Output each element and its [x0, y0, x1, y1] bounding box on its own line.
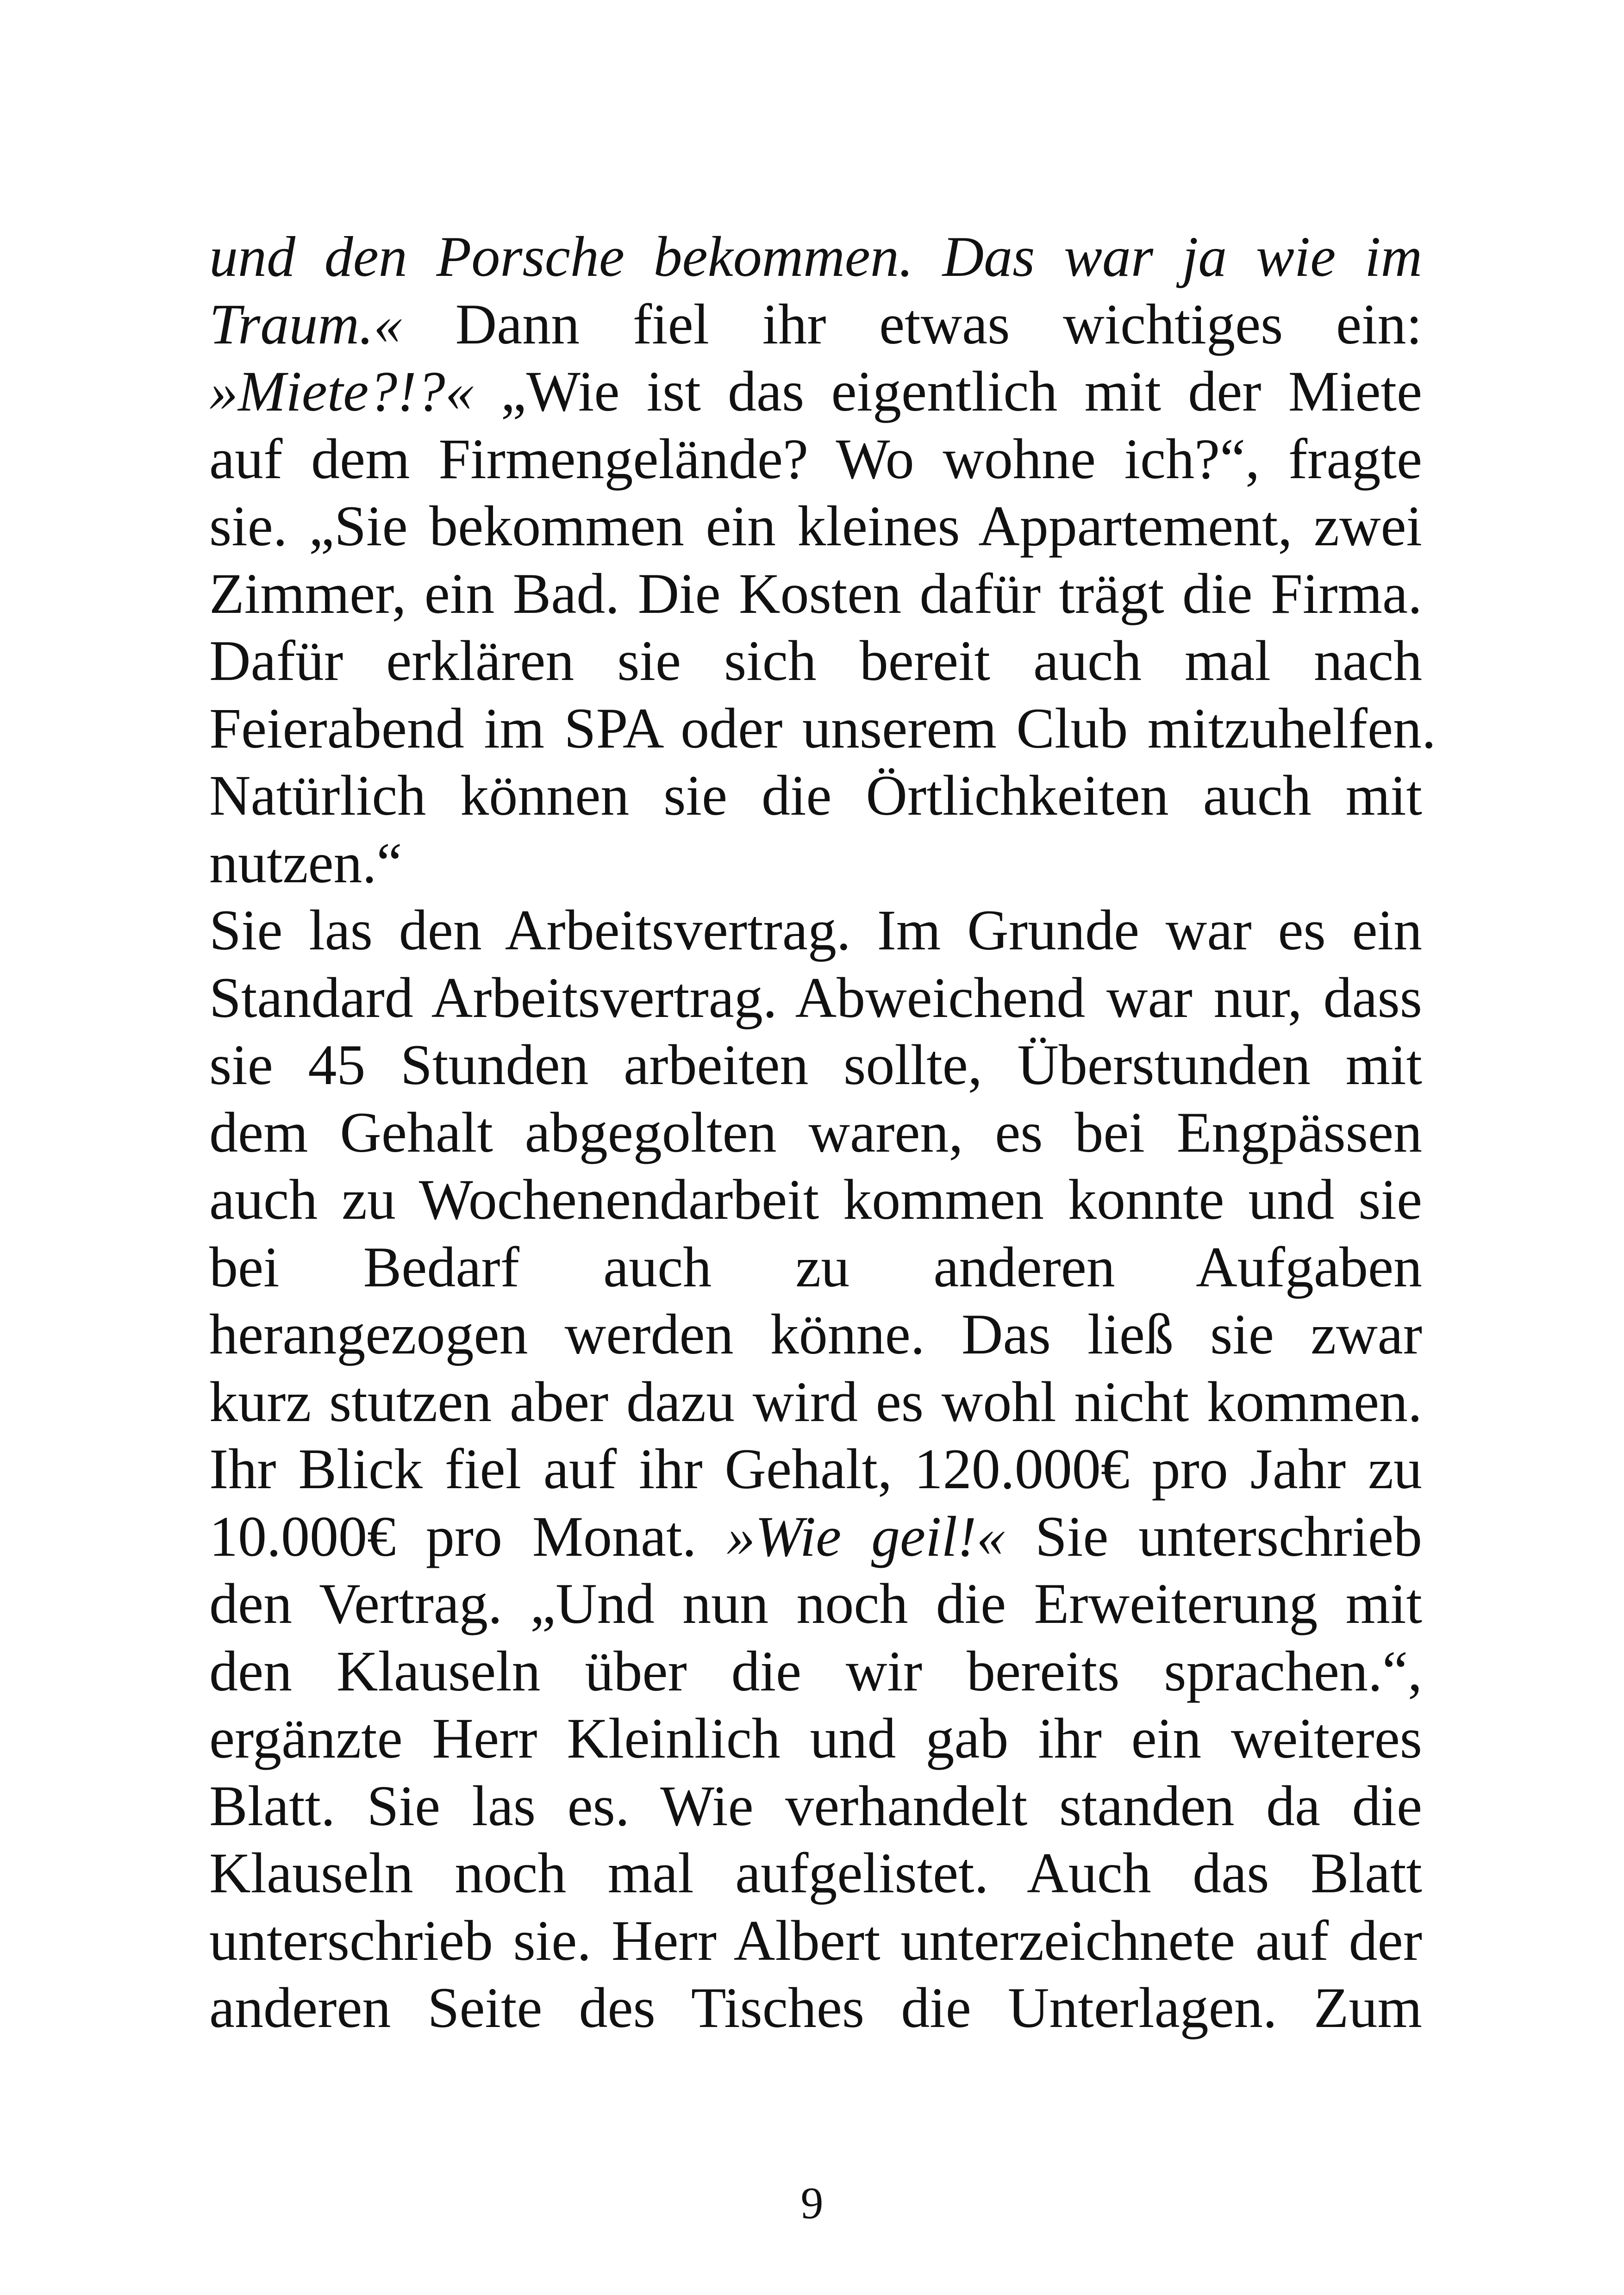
text-run: 10.000€ pro Monat. — [209, 1504, 727, 1568]
text-line — [209, 1638, 1422, 1705]
text-run: Blatt. Sie las es. Wie verhandelt standen da die — [209, 1774, 1422, 1838]
text-line — [209, 964, 1422, 1032]
text-line — [209, 1840, 1422, 1907]
text-line — [209, 1503, 1422, 1571]
text-line — [209, 1301, 1422, 1368]
text-run: auf dem Firmengelände? Wo wohne ich?“, fragte — [209, 427, 1422, 491]
text-line — [209, 1031, 1422, 1099]
text-line — [209, 560, 1422, 628]
text-run: ergänzte Herr Kleinlich und gab ihr ein weiteres — [209, 1707, 1422, 1770]
text-run: Klauseln noch mal aufgelistet. Auch das Blatt — [209, 1841, 1422, 1905]
text-run: Zimmer, ein Bad. Die Kosten dafür trägt die Firma. — [209, 561, 1422, 625]
text-run: den Klauseln über die wir bereits sprachen.“, — [209, 1639, 1422, 1703]
text-run: bei Bedarf auch zu anderen Aufgaben — [209, 1235, 1422, 1299]
text-run: Natürlich können sie die Örtlichkeiten auch mit — [209, 764, 1422, 827]
text-run: sie. „Sie bekommen ein kleines Appartement, zwei — [209, 494, 1422, 558]
text-line — [209, 1234, 1422, 1301]
text-line — [209, 829, 1422, 897]
text-line — [209, 1570, 1422, 1638]
text-run: Ihr Blick fiel auf ihr Gehalt, 120.000€ pro Jahr zu — [209, 1437, 1422, 1501]
body-text — [209, 223, 1436, 2042]
text-line — [209, 291, 1422, 358]
text-run: den Vertrag. „Und nun noch die Erweiterung mit — [209, 1572, 1422, 1635]
text-line — [209, 897, 1422, 964]
text-line — [209, 425, 1422, 493]
text-run: dem Gehalt abgegolten waren, es bei Engpässen — [209, 1100, 1422, 1164]
text-run: Standard Arbeitsvertrag. Abweichend war nur, dass — [209, 966, 1422, 1029]
text-line — [209, 223, 1422, 291]
text-run: auch zu Wochenendarbeit kommen konnte und sie — [209, 1168, 1422, 1231]
text-run: herangezogen werden könne. Das ließ sie zwar — [209, 1303, 1422, 1366]
text-run: Dann fiel ihr etwas wichtiges ein: — [455, 292, 1422, 356]
italic-text: Traum.« — [209, 292, 456, 356]
text-run: kurz stutzen aber dazu wird es wohl nicht kommen. — [209, 1370, 1422, 1434]
text-line — [209, 1907, 1422, 1975]
text-line — [209, 1974, 1422, 2042]
text-line — [209, 1166, 1422, 1234]
text-run: unterschrieb sie. Herr Albert unterzeichnete auf der — [209, 1908, 1422, 1972]
text-line — [209, 1772, 1422, 1840]
text-run: Dafür erklären sie sich bereit auch mal nach — [209, 629, 1422, 692]
text-line — [209, 1368, 1422, 1436]
text-line — [209, 762, 1422, 829]
text-line — [209, 627, 1422, 695]
text-run: sie 45 Stunden arbeiten sollte, Überstunden mit — [209, 1033, 1422, 1097]
italic-text: »Wie geil!« — [726, 1504, 1006, 1568]
text-run: Feierabend im SPA oder unserem Club mitzuhelfen. — [209, 696, 1436, 760]
italic-text: »Miete?!?« — [209, 360, 501, 423]
text-line — [209, 1435, 1422, 1503]
italic-text: und den Porsche bekommen. Das war ja wie im — [209, 225, 1422, 288]
text-run: „Wie ist das eigentlich mit der Miete — [500, 360, 1423, 423]
text-run: nutzen.“ — [209, 831, 402, 895]
text-line — [209, 1099, 1422, 1166]
page-number: 9 — [800, 2178, 824, 2228]
text-run: Sie las den Arbeitsvertrag. Im Grunde war es ein — [209, 898, 1422, 962]
text-line — [209, 493, 1422, 560]
text-run: Sie unterschrieb — [1005, 1504, 1422, 1568]
text-line — [209, 695, 1436, 762]
text-line — [209, 1705, 1422, 1772]
text-line — [209, 358, 1422, 425]
text-run: anderen Seite des Tisches die Unterlagen. Zum — [209, 1976, 1422, 2039]
